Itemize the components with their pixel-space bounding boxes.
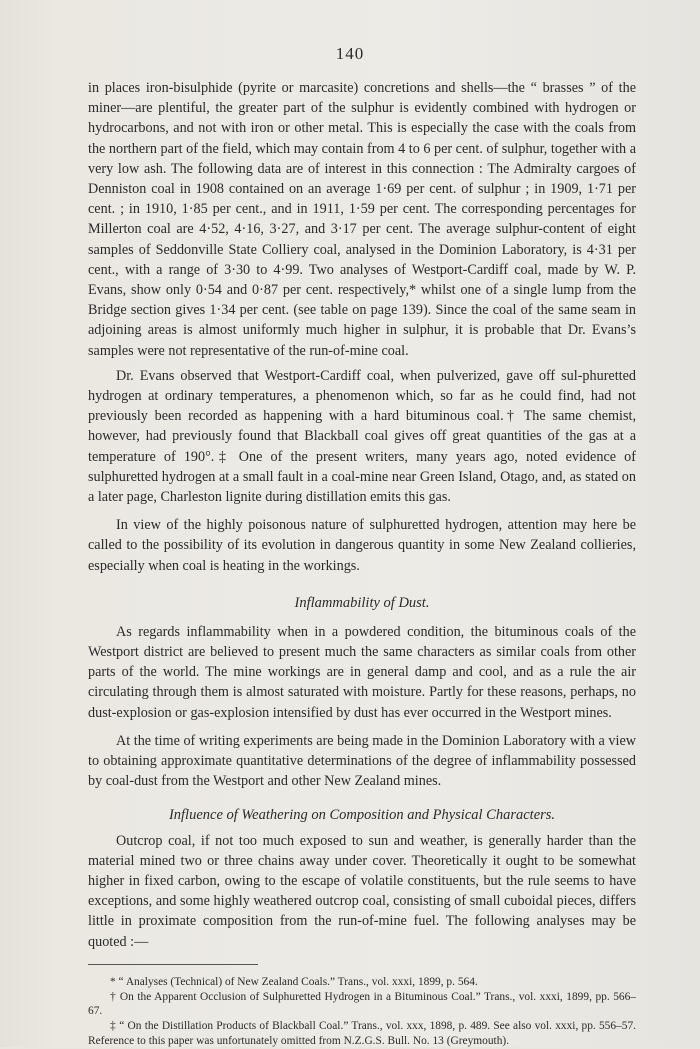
footnote-1: * “ Analyses (Technical) of New Zealand Coals.” Trans., vol. xxxi, 1899, p. 564. <box>110 975 478 988</box>
paragraph-sulphur: in places iron-bisulphide (pyrite or marcasite) concretions and shells—the “ brasses ” of the miner—are plentiful, the greater part of the sulphur is evidently combined with hydrogen or hydrocarbons, and not with iron or other metal. This is especially the case with the coals from the northern part of the field, which may contain from 4 to 6 per cent. of sulphur, together with a very low ash. The following data are of interest in this connection : The Admiralty cargoes of Denniston coal in 1908 contained on an average 1·69 per cent. of sulphur ; in 1909, 1·71 per cent. ; in 1910, 1·85 per cent., and in 1911, 1·59 per cent. The corresponding percentages for Millerton coal are 4·52, 4·16, 3·27, and 3·17 per cent. The average sulphur-content of eight samples of Seddonville State Colliery coal, analysed in the Dominion Laboratory, is 4·31 per cent., with a range of 3·30 to 4·99. Two analyses of Westport-Cardiff coal, made by W. P. Evans, show only 0·54 and 0·87 per cent. respectively,* whilst one of a single lump from the Bridge section gives 1·34 per cent. (see table on page 139). Since the coal of the same seam in adjoining areas is almost uniformly much higher in sulphur, it is probable that Dr. Evans’s samples were not representative of the run-of-mine coal. <box>88 80 636 359</box>
footnote-2: † On the Apparent Occlusion of Sulphuretted Hydrogen in a Bituminous Coal.” Trans., vol. xxxi, 1899, pp. 566–67. <box>88 990 636 1018</box>
paragraph-dust-inflammability: As regards inflammability when in a powdered condition, the bituminous coals of the Westport district are believed to present much the same characters as similar coals from other parts of the world. The mine workings are in general damp and cool, and as a rule the air circulating through them is almost saturated with moisture. Partly for these reasons, perhaps, no dust-explosion or gas-explosion intensified by dust has ever occurred in the Westport mines. <box>88 623 636 721</box>
footnote-divider <box>88 964 258 965</box>
footnote-3: ‡ “ On the Distillation Products of Blackball Coal.” Trans., vol. xxx, 1898, p. 489. See also vol. xxxi, pp. 556–57. Reference to this paper was unfortunately omitted from N.Z.G.S. Bull. No. 13 (Greymouth). <box>88 1020 636 1047</box>
paragraph-poisonous: In view of the highly poisonous nature of sulphuretted hydrogen, attention may here be called to the possibility of its evolution in dangerous quantity in some New Zealand collieries, especially when coal is heating in the workings. <box>88 517 636 574</box>
section-heading-dust: Inflammability of Dust. <box>294 594 430 611</box>
paragraph-dust-experiments: At the time of writing experiments are being made in the Dominion Laboratory with a view to obtaining approximate quantitative determinations of the degree of inflammability possessed by coal-dust from the Westport and other New Zealand mines. <box>88 732 636 790</box>
footnotes <box>88 975 636 1049</box>
paragraph-weathering: Outcrop coal, if not too much exposed to sun and weather, is generally harder than the material mined two or three chains away under cover. Theoretically it ought to be somewhat higher in fixed carbon, owing to the escape of volatile constituents, but the rule seems to have exceptions, and some highly weathered outcrop coal, consisting of small cuboidal pieces, differs little in proximate composition from the run-of-mine fuel. The following analyses may be quoted :— <box>88 832 636 950</box>
page-number: 140 <box>335 44 365 63</box>
paragraph-hydrogen-sulphide: Dr. Evans observed that Westport-Cardiff coal, when pulverized, gave off sul-phuretted hydrogen at ordinary temperatures, a phenomenon which, so far as he could find, had not previously been recorded as happening with a hard bituminous coal.† The same chemist, however, had previously found that Blackball coal gives off great quantities of the gas at a temperature of 190°.‡ One of the present writers, many years ago, noted evidence of sulphuretted hydrogen at a small fault in a coal-mine near Green Island, Otago, and, as stated on a later page, Charleston lignite during distillation emits this gas. <box>88 367 636 506</box>
section-heading-weathering: Influence of Weathering on Composition and Physical Characters. <box>168 806 556 823</box>
page-body <box>88 78 636 1049</box>
